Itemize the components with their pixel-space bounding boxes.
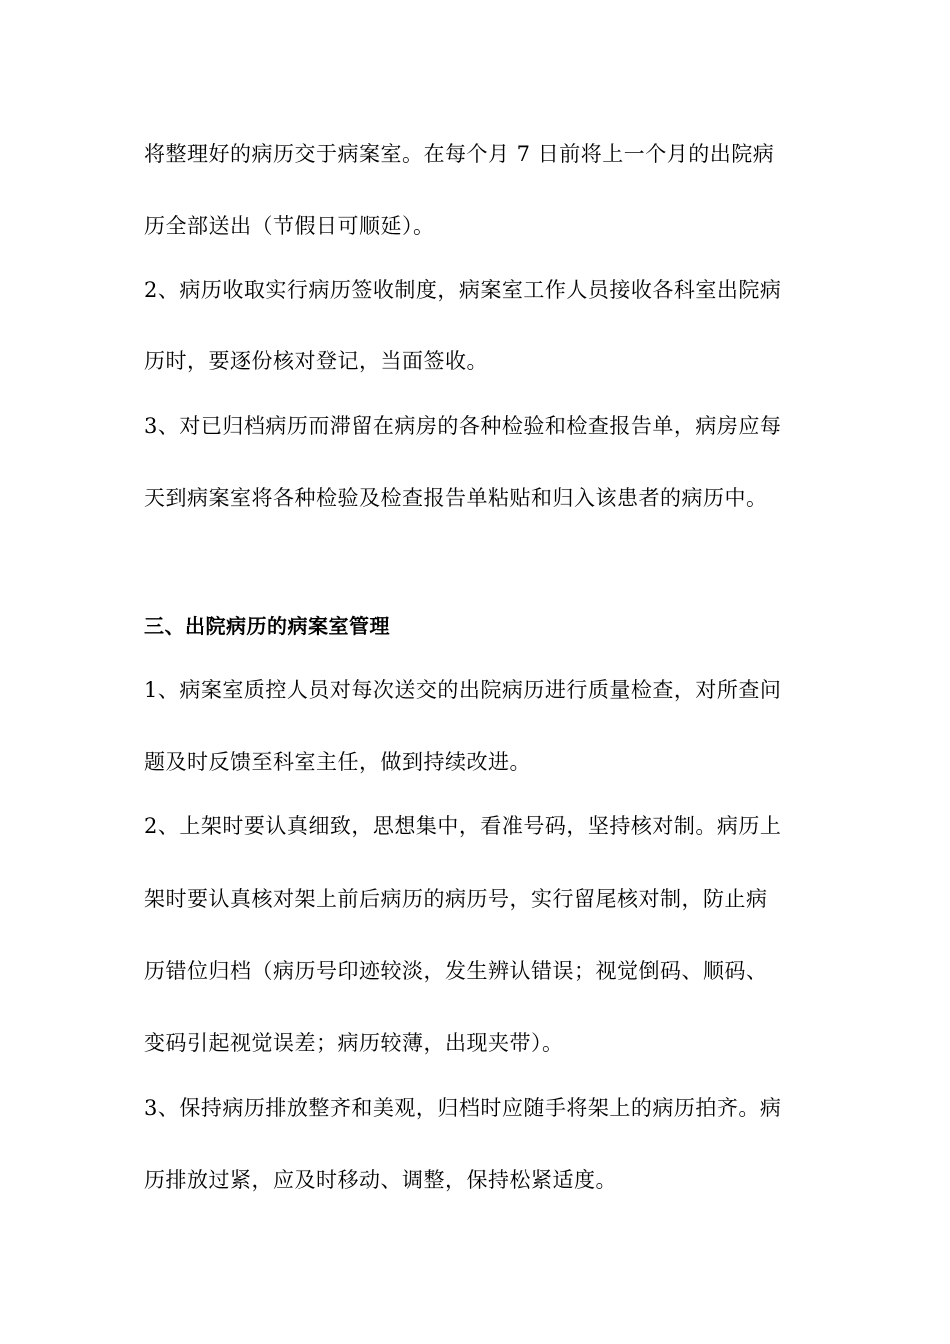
paragraph-line: 历错位归档（病历号印迹较淡，发生辨认错误；视觉倒码、顺码、 — [144, 959, 768, 983]
paragraph-line: 3、保持病历排放整齐和美观，归档时应随手将架上的病历拍齐。病 — [144, 1096, 782, 1120]
paragraph-line: 3、对已归档病历而滞留在病房的各种检验和检查报告单，病房应每 — [144, 414, 782, 438]
paragraph-line: 历排放过紧，应及时移动、调整，保持松紧适度。 — [144, 1168, 617, 1192]
paragraph-line: 天到病案室将各种检验及检查报告单粘贴和归入该患者的病历中。 — [144, 486, 768, 510]
paragraph-line: 1、病案室质控人员对每次送交的出院病历进行质量检查，对所查问 — [144, 678, 782, 702]
paragraph-line: 历全部送出（节假日可顺延）。 — [144, 214, 435, 238]
paragraph-line: 2、上架时要认真细致，思想集中，看准号码，坚持核对制。病历上 — [144, 814, 782, 838]
section-heading: 三、出院病历的病案室管理 — [144, 614, 390, 638]
paragraph-line: 将整理好的病历交于病案室。在每个月 7 日前将上一个月的出院病 — [144, 142, 775, 166]
paragraph-line: 架时要认真核对架上前后病历的病历号，实行留尾核对制，防止病 — [144, 887, 768, 911]
paragraph-line: 2、病历收取实行病历签收制度，病案室工作人员接收各科室出院病 — [144, 278, 782, 302]
paragraph-line: 题及时反馈至科室主任，做到持续改进。 — [144, 750, 531, 774]
paragraph-line: 历时，要逐份核对登记，当面签收。 — [144, 349, 488, 373]
paragraph-line: 变码引起视觉误差；病历较薄，出现夹带）。 — [144, 1031, 564, 1055]
